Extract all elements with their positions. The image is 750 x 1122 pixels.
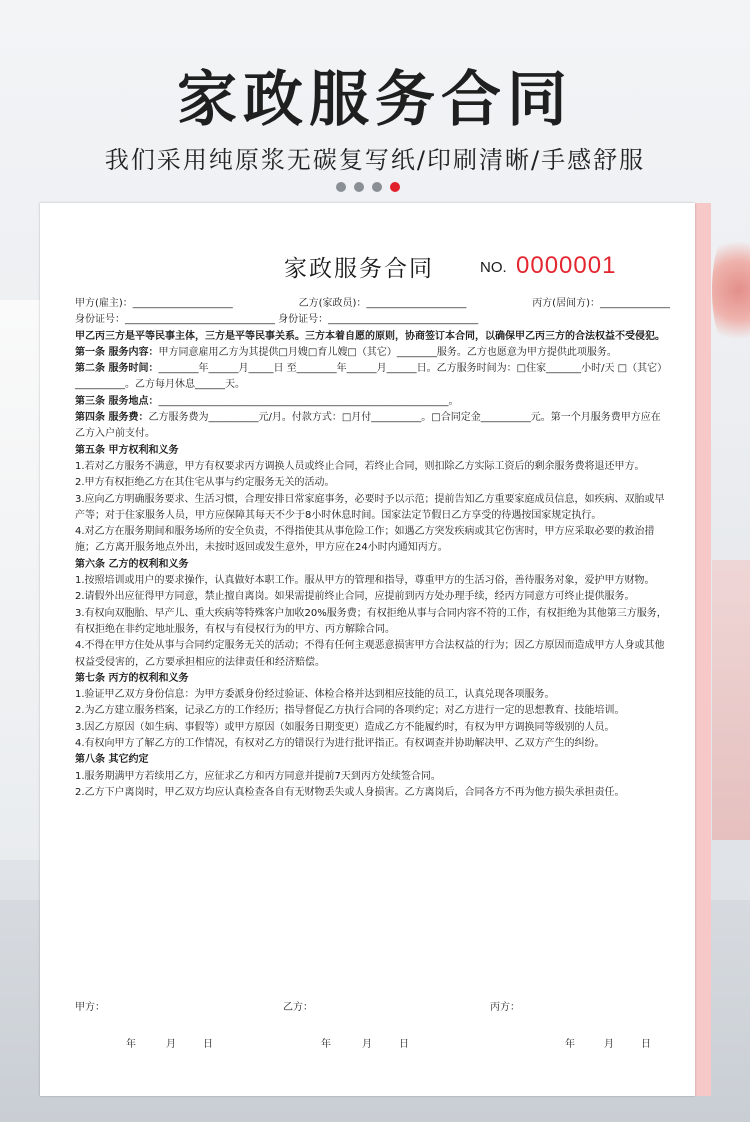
contract-body — [75, 296, 670, 801]
party-b-field: 乙方(家政员)：____________________ — [298, 298, 467, 309]
date-c-day: 日 — [641, 1039, 651, 1050]
article-2-text: ________年______月_____日 至________年______月______日。乙方服务时间为：□住家_______小时/天 □（其它）__________。乙方每月休息______天。 — [75, 363, 668, 391]
article-2-heading: 第二条 服务时间： — [75, 363, 159, 375]
carousel-dot-4-active[interactable] — [390, 182, 400, 192]
article-4 — [75, 410, 670, 443]
background-window — [0, 300, 40, 860]
article-5-item-4: 4.对乙方在服务期间和服务场所的安全负责，不得指使其从事危险工作；如遇乙方突发疾病或其它伤害时，甲方应采取必要的救治措施；乙方离开服务地点外出，未按时返回或发生意外，甲方应在24小时内通知丙方。 — [75, 526, 655, 554]
background-plant — [712, 230, 750, 350]
article-6-heading: 第六条 乙方的权利和义务 — [75, 558, 189, 570]
signature-party-a: 甲方： — [75, 1002, 105, 1013]
article-1-text: 甲方同意雇用乙方为其提供□月嫂□育儿嫂□（其它）________服务。乙方也愿意为甲方提供此项服务。 — [158, 346, 617, 358]
article-7-item-4: 4.有权向甲方了解乙方的工作情况，有权对乙方的错误行为进行批评指正。有权调查并协助解决甲、乙双方产生的纠纷。 — [75, 738, 605, 750]
article-8-heading: 第八条 其它约定 — [75, 754, 149, 766]
article-5-item-3: 3.应向乙方明确服务要求、生活习惯，合理安排日常家庭事务，必要时予以示范；提前告知乙方重要家庭成员信息，如疾病、双胎或早产等；对于住家服务人员，甲方应保障其每天不少于8小时休息时间。国家法定节假日乙方享受的待遇按国家规定执行。 — [75, 493, 665, 521]
article-7-item-2: 2.为乙方建立服务档案，记录乙方的工作经历；指导督促乙方执行合同的各项约定；对乙方进行一定的思想教育、技能培训。 — [75, 705, 625, 717]
article-6-item-1: 1.按照培训或用户的要求操作，认真做好本职工作。服从甲方的管理和指导，尊重甲方的生活习俗，善待服务对象，爱护甲方财物。 — [75, 575, 655, 587]
article-8-item-2: 2.乙方下户离岗时，甲乙双方均应认真检查各自有无财物丢失或人身损害。乙方离岗后，合同各方不再为他方损失承担责任。 — [75, 786, 625, 798]
date-a-day: 日 — [203, 1039, 213, 1050]
serial-label: NO. — [480, 259, 507, 276]
article-2 — [75, 361, 670, 394]
date-a-year: 年 — [126, 1039, 136, 1050]
article-4-heading: 第四条 服务费： — [75, 412, 149, 424]
article-3-heading: 第三条 服务地点： — [75, 395, 159, 407]
date-b-day: 日 — [399, 1039, 409, 1050]
contract-intro: 甲乙丙三方是平等民事主体，三方是平等民事关系。三方本着自愿的原则，协商签订本合同，以确保甲乙丙三方的合法权益不受侵犯。 — [75, 330, 665, 342]
article-5-item-2: 2.甲方有权拒绝乙方在其住宅从事与约定服务无关的活动。 — [75, 477, 335, 489]
banner-title: 家政服务合同 — [177, 65, 573, 135]
party-a-field: 甲方(雇主)：____________________ — [75, 298, 233, 309]
article-7-heading: 第七条 丙方的权利和义务 — [75, 672, 189, 684]
background-chair — [712, 560, 750, 840]
article-3-text: __________________________________________________________。 — [158, 395, 459, 407]
carousel-indicators — [336, 182, 400, 192]
signature-party-c: 丙方： — [490, 1002, 520, 1013]
article-7-item-3: 3.因乙方原因（如生病、事假等）或甲方原因（如服务日期变更）造成乙方不能履约时，有权为甲方调换同等级别的人员。 — [75, 721, 615, 733]
contract-title: 家政服务合同 — [284, 256, 434, 282]
parties-row-1 — [75, 296, 670, 312]
article-1-heading: 第一条 服务内容： — [75, 346, 159, 358]
article-5-item-1: 1.若对乙方服务不满意，甲方有权要求丙方调换人员或终止合同，若终止合同，则扣除乙方实际工资后的剩余服务费将退还甲方。 — [75, 460, 645, 472]
id-number-row: 身份证号：______________________________ 身份证号：______________________________ — [75, 314, 479, 326]
article-4-text: 乙方服务费为__________元/月。付款方式：□月付__________。□合同定金__________元。第一个月服务费甲方应在乙方入户前支付。 — [75, 412, 661, 440]
carousel-dot-1[interactable] — [336, 182, 346, 192]
party-c-field: 丙方(居间方)：______________ — [532, 298, 670, 309]
carbon-copy-sheet — [695, 203, 711, 1096]
carousel-dot-3[interactable] — [372, 182, 382, 192]
date-c-year: 年 — [565, 1039, 575, 1050]
signature-party-b: 乙方： — [283, 1002, 313, 1013]
contract-sheet — [40, 203, 695, 1096]
article-7-item-1: 1.验证甲乙双方身份信息：为甲方委派身份经过验证、体检合格并达到相应技能的员工，认真兑现各项服务。 — [75, 689, 555, 701]
date-b-month: 月 — [362, 1039, 372, 1050]
date-a-month: 月 — [166, 1039, 176, 1050]
article-1 — [75, 345, 670, 361]
article-5-heading: 第五条 甲方权利和义务 — [75, 444, 179, 456]
banner-subtitle: 我们采用纯原浆无碳复写纸/印刷清晰/手感舒服 — [104, 146, 646, 174]
carousel-dot-2[interactable] — [354, 182, 364, 192]
article-6-item-3: 3.有权向双胞胎、早产儿、重大疾病等特殊客户加收20%服务费；有权拒绝从事与合同内容不符的工作，有权拒绝为其他第三方服务，有权拒绝在非约定地址服务，有权与有侵权行为的甲方、丙方解除合同。 — [75, 607, 667, 635]
article-8-item-1: 1.服务期满甲方若续用乙方，应征求乙方和丙方同意并提前7天到丙方处续签合同。 — [75, 770, 441, 782]
date-b-year: 年 — [321, 1039, 331, 1050]
serial-number: 0000001 — [516, 252, 617, 279]
article-3 — [75, 394, 670, 410]
article-6-item-2: 2.请假外出应征得甲方同意，禁止擅自离岗。如果需提前终止合同，应提前到丙方处办理手续，经丙方同意方可终止提供服务。 — [75, 591, 635, 603]
date-c-month: 月 — [604, 1039, 614, 1050]
article-6-item-4: 4.不得在甲方住处从事与合同约定服务无关的活动；不得有任何主观恶意损害甲方合法权益的行为；因乙方原因而造成甲方人身或其他权益受侵害的，乙方要承担相应的法律责任和经济赔偿。 — [75, 640, 665, 668]
